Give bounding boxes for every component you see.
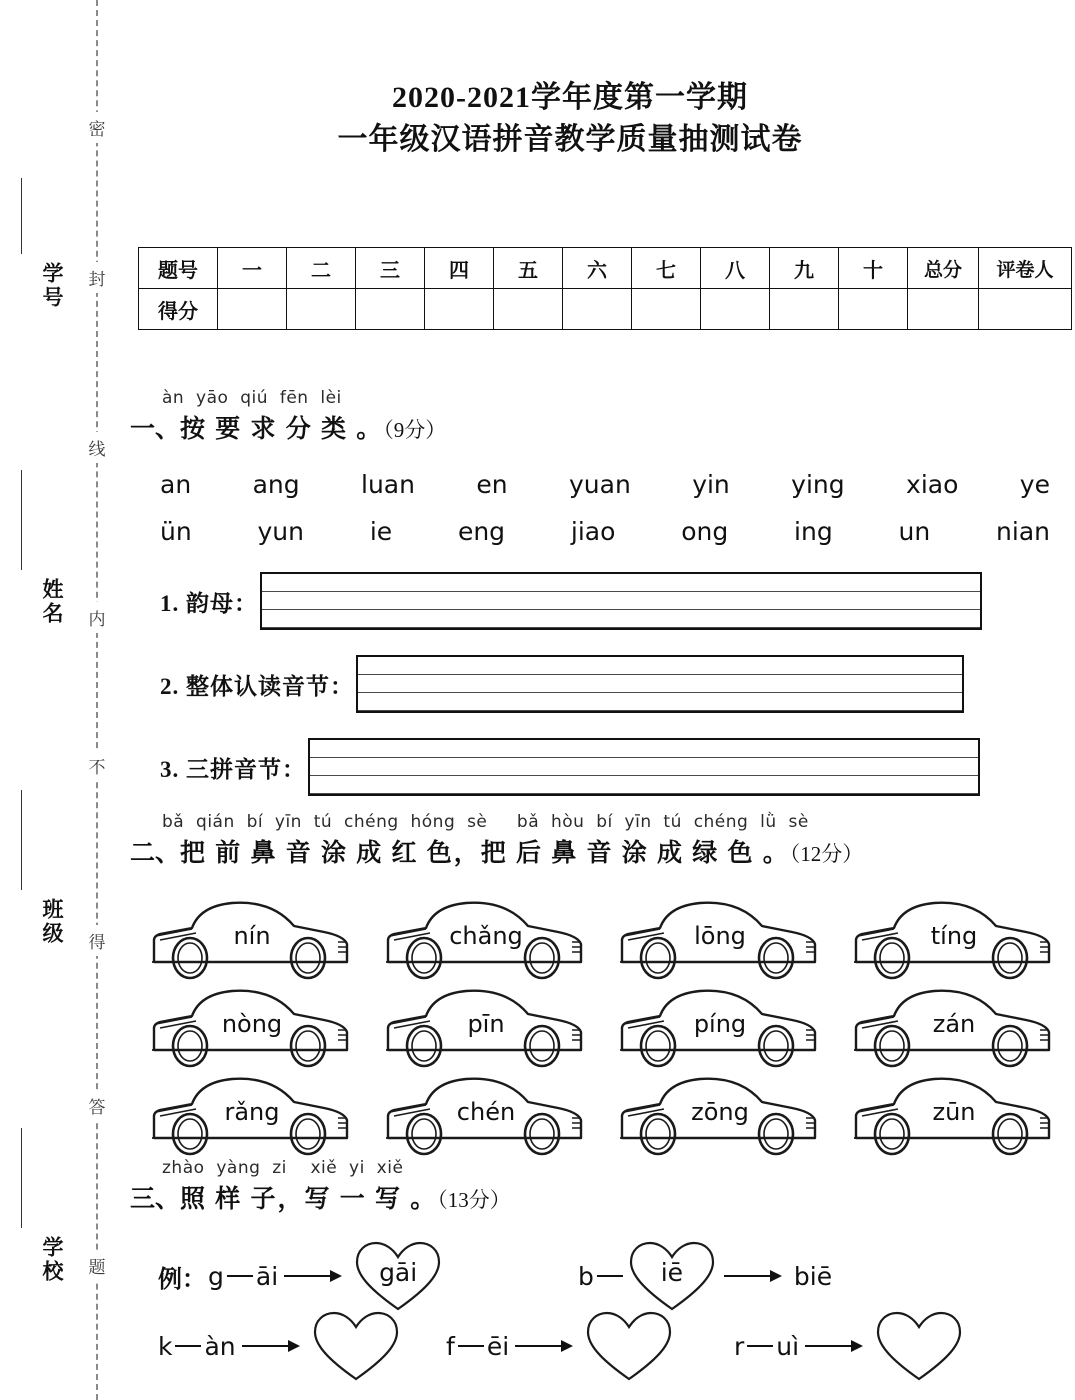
car-label: chǎng <box>449 922 523 950</box>
seal-char-4: 内 <box>84 602 110 633</box>
car-item[interactable] <box>148 1072 356 1156</box>
score-cell-grader[interactable] <box>979 289 1072 330</box>
car-item[interactable] <box>616 896 824 980</box>
grid-line <box>310 757 978 758</box>
score-cell-3[interactable] <box>356 289 425 330</box>
score-col-grader: 评卷人 <box>979 248 1072 289</box>
score-col-2: 二 <box>287 248 356 289</box>
bank-2-4: eng <box>457 517 506 546</box>
s2-py-6: chéng <box>344 812 399 832</box>
section-2-marker: 二、 <box>130 840 181 867</box>
bank-1-4: en <box>476 470 508 499</box>
field-name[interactable] <box>30 578 74 631</box>
s1-py-3: qiú <box>240 388 269 408</box>
score-cell-1[interactable] <box>218 289 287 330</box>
car-item[interactable] <box>850 984 1058 1068</box>
score-col-7: 七 <box>632 248 701 289</box>
student-id-rule <box>21 178 22 254</box>
writing-grid-finals[interactable] <box>260 572 982 630</box>
bank-1-8: xiao <box>906 470 959 499</box>
car-item[interactable] <box>616 984 824 1068</box>
section-1-heading <box>130 388 1050 445</box>
score-cell-8[interactable] <box>701 289 770 330</box>
connector-dash <box>227 1275 253 1277</box>
car-icon <box>382 984 590 1068</box>
heart-icon <box>310 1308 402 1384</box>
grid-line <box>358 710 962 711</box>
answer-item-three-part <box>160 738 980 796</box>
section-2-heading <box>130 812 1050 869</box>
arrow-icon <box>724 1270 786 1282</box>
bank-2-8: un <box>898 517 931 546</box>
car-label: nín <box>233 922 271 950</box>
score-table-header-row <box>139 248 1072 289</box>
car-label: pīn <box>467 1010 505 1038</box>
seal-char-8: 题 <box>84 1250 110 1281</box>
example-row <box>158 1238 1058 1314</box>
car-label: nòng <box>221 1010 283 1038</box>
bank-1-6: yin <box>692 470 730 499</box>
s3-py-4: xiě <box>310 1158 338 1178</box>
connector-dash <box>597 1275 623 1277</box>
section-1-title-row <box>130 409 1050 445</box>
car-item[interactable] <box>382 896 590 980</box>
field-student-id-label: 学号 <box>40 262 64 310</box>
bank-1-1: an <box>160 470 192 499</box>
bank-2-5: jiao <box>570 517 616 546</box>
exam-sheet <box>130 0 1075 1400</box>
seal-char-2: 封 <box>84 262 110 293</box>
grid-line <box>358 674 962 675</box>
field-name-label: 姓名 <box>40 578 64 626</box>
car-item[interactable] <box>148 896 356 980</box>
s1-py-4: fēn <box>279 388 309 408</box>
heart-icon <box>583 1308 675 1384</box>
section-1-title: 按 要 求 分 类 。 <box>180 416 384 443</box>
section-3-title-row <box>130 1179 1050 1215</box>
seal-char-6: 得 <box>84 925 110 956</box>
s3-py-5: yi <box>349 1158 365 1178</box>
section-2-title-row <box>130 833 1050 869</box>
section-3-practice-row <box>158 1308 1058 1384</box>
car-icon <box>616 984 824 1068</box>
section-2-points: （12分） <box>789 842 864 866</box>
heart-label: gāi <box>379 1258 418 1287</box>
car-icon <box>850 896 1058 980</box>
s3-py-3: zi <box>272 1158 287 1178</box>
field-school[interactable] <box>30 1236 74 1289</box>
bank-2-1: ün <box>160 517 192 546</box>
seal-char-5: 不 <box>84 750 110 781</box>
answer-label-three-part: 3. 三拼音节： <box>160 756 306 782</box>
practice-final: àn <box>204 1331 236 1361</box>
grid-line <box>310 775 978 776</box>
example-prefix: 例： <box>158 1266 206 1293</box>
car-icon <box>382 1072 590 1156</box>
s2-py-1: bǎ <box>162 812 185 832</box>
seal-char-7: 答 <box>84 1090 110 1121</box>
s2-py-15: lǜ <box>760 812 777 832</box>
car-icon <box>850 984 1058 1068</box>
section-3-heading <box>130 1158 1050 1215</box>
s3-py-1: zhào <box>162 1158 205 1178</box>
car-icon <box>382 896 590 980</box>
word-bank-row-2 <box>160 517 1050 546</box>
s2-py-12: yīn <box>624 812 652 832</box>
section-1-word-bank <box>160 470 1050 564</box>
score-cell-total[interactable] <box>908 289 979 330</box>
connector-dash <box>175 1345 201 1347</box>
heart-answer-box[interactable] <box>352 1238 444 1314</box>
practice-item-fei <box>446 1308 734 1384</box>
s2-py-7: hóng <box>410 812 456 832</box>
practice-final: ēi <box>486 1331 510 1361</box>
bank-2-3: ie <box>369 517 393 546</box>
section-3-points: （13分） <box>437 1188 511 1212</box>
field-school-label: 学校 <box>40 1236 64 1284</box>
car-icon <box>616 1072 824 1156</box>
score-col-6: 六 <box>563 248 632 289</box>
score-table-row-label-question: 题号 <box>139 248 218 289</box>
writing-grid-three-part[interactable] <box>308 738 980 796</box>
bank-2-6: ong <box>681 517 729 546</box>
score-col-5: 五 <box>494 248 563 289</box>
example-initial: g <box>208 1261 224 1291</box>
heart-icon <box>873 1308 965 1384</box>
car-item[interactable] <box>148 984 356 1068</box>
section-1-pinyin <box>162 388 1050 408</box>
s2-py-14: chéng <box>693 812 749 832</box>
answer-item-whole-syllables <box>160 655 964 713</box>
score-col-9: 九 <box>770 248 839 289</box>
score-cell-2[interactable] <box>287 289 356 330</box>
arrow-icon <box>805 1340 867 1352</box>
practice-initial: f <box>446 1331 455 1361</box>
score-cell-9[interactable] <box>770 289 839 330</box>
s2-py-10: hòu <box>550 812 585 832</box>
car-icon <box>850 1072 1058 1156</box>
practice-row <box>158 1308 1058 1384</box>
score-table-value-row <box>139 289 1072 330</box>
score-col-10: 十 <box>839 248 908 289</box>
car-label: rǎng <box>224 1098 280 1126</box>
practice-initial: r <box>734 1331 745 1361</box>
s2-py-9: bǎ <box>516 812 540 832</box>
section-3-example-row <box>158 1238 1058 1314</box>
bank-1-3: luan <box>361 470 415 499</box>
word-bank-row-1 <box>160 470 1050 499</box>
car-label: píng <box>693 1010 747 1038</box>
example-item-gai <box>158 1238 578 1314</box>
grid-line <box>310 793 978 794</box>
practice-item-rui <box>734 1308 965 1384</box>
s2-py-8: sè <box>467 812 488 832</box>
field-class-label: 班级 <box>40 898 64 946</box>
section-1-points: （9分） <box>383 418 447 442</box>
grid-line <box>262 591 980 592</box>
score-cell-5[interactable] <box>494 289 563 330</box>
writing-grid-whole-syllables[interactable] <box>356 655 964 713</box>
score-table-row-label-score: 得分 <box>139 289 218 330</box>
bank-1-7: ying <box>791 470 845 499</box>
heart-answer-box[interactable] <box>873 1308 965 1384</box>
car-label: zūn <box>932 1098 976 1126</box>
bank-2-2: yun <box>257 517 304 546</box>
car-label: zán <box>932 1010 976 1038</box>
car-label: lōng <box>694 922 746 950</box>
example-final: āi <box>255 1261 279 1291</box>
name-rule <box>21 470 22 570</box>
car-row-2 <box>148 984 1058 1068</box>
car-item[interactable] <box>850 1072 1058 1156</box>
heart-answer-box[interactable] <box>310 1308 402 1384</box>
s2-py-16: sè <box>788 812 809 832</box>
seal-char-3: 线 <box>84 432 110 463</box>
grid-line <box>262 627 980 628</box>
car-label: chén <box>456 1098 516 1126</box>
example-answer: biē <box>793 1261 833 1291</box>
field-class[interactable] <box>30 898 74 951</box>
heart-label: iē <box>660 1258 684 1287</box>
section-3-marker: 三、 <box>130 1186 181 1213</box>
heart-answer-box[interactable] <box>583 1308 675 1384</box>
class-rule <box>21 790 22 890</box>
bank-1-9: ye <box>1019 470 1050 499</box>
score-col-1: 一 <box>218 248 287 289</box>
s1-py-2: yāo <box>196 388 229 408</box>
score-table <box>138 247 1072 330</box>
car-row-3 <box>148 1072 1058 1156</box>
practice-item-kan <box>158 1308 446 1384</box>
title-academic-year: 2020-2021学年度第一学期 <box>392 81 748 114</box>
heart-answer-box[interactable] <box>626 1238 718 1314</box>
car-icon <box>148 1072 356 1156</box>
arrow-icon <box>515 1340 577 1352</box>
car-row-1 <box>148 896 1058 980</box>
score-col-total: 总分 <box>908 248 979 289</box>
seal-char-1: 密 <box>84 112 110 143</box>
answer-item-finals <box>160 572 982 630</box>
connector-dash <box>747 1345 773 1347</box>
section-1-marker: 一、 <box>130 416 181 443</box>
car-item[interactable] <box>616 1072 824 1156</box>
s2-py-11: bí <box>596 812 613 832</box>
score-col-3: 三 <box>356 248 425 289</box>
practice-final: uì <box>776 1331 800 1361</box>
section-2-pinyin <box>162 812 1050 832</box>
score-col-4: 四 <box>425 248 494 289</box>
sealing-dashed-line <box>96 0 98 1400</box>
example-item-bie <box>578 1238 832 1314</box>
s3-py-6: xiě <box>376 1158 404 1178</box>
s1-py-5: lèi <box>320 388 342 408</box>
car-item[interactable] <box>382 1072 590 1156</box>
score-cell-6[interactable] <box>563 289 632 330</box>
section-2-title: 把 前 鼻 音 涂 成 红 色，把 后 鼻 音 涂 成 绿 色 。 <box>180 840 790 867</box>
car-label: tíng <box>930 922 978 950</box>
score-cell-7[interactable] <box>632 289 701 330</box>
arrow-icon <box>242 1340 304 1352</box>
page-title <box>130 78 1010 162</box>
field-student-id[interactable] <box>30 262 74 315</box>
sealing-margin <box>0 0 130 1400</box>
s2-py-3: bí <box>246 812 264 832</box>
bank-2-9: nian <box>996 517 1050 546</box>
s2-py-4: yīn <box>274 812 302 832</box>
bank-1-5: yuan <box>568 470 631 499</box>
car-icon <box>148 984 356 1068</box>
s3-py-2: yàng <box>216 1158 261 1178</box>
car-grid <box>148 896 1058 1160</box>
practice-initial: k <box>158 1331 173 1361</box>
score-cell-10[interactable] <box>839 289 908 330</box>
title-paper-name: 一年级汉语拼音教学质量抽测试卷 <box>337 123 803 156</box>
answer-label-whole-syllables: 2. 整体认读音节： <box>160 673 354 699</box>
s1-py-1: àn <box>162 388 185 408</box>
car-item[interactable] <box>382 984 590 1068</box>
score-cell-4[interactable] <box>425 289 494 330</box>
s2-py-13: tú <box>663 812 682 832</box>
bank-1-2: ang <box>252 470 300 499</box>
example-initial: b <box>578 1261 594 1291</box>
s2-py-2: qián <box>196 812 235 832</box>
answer-label-finals: 1. 韵母： <box>160 590 258 616</box>
s2-py-5: tú <box>313 812 333 832</box>
car-icon <box>616 896 824 980</box>
grid-line <box>358 692 962 693</box>
arrow-icon <box>284 1270 346 1282</box>
score-col-8: 八 <box>701 248 770 289</box>
car-item[interactable] <box>850 896 1058 980</box>
bank-2-7: ing <box>794 517 833 546</box>
section-3-pinyin <box>162 1158 1050 1178</box>
grid-line <box>262 609 980 610</box>
car-icon <box>148 896 356 980</box>
car-label: zōng <box>691 1098 749 1126</box>
connector-dash <box>458 1345 484 1347</box>
school-rule <box>21 1128 22 1228</box>
section-3-title: 照 样 子，写 一 写 。 <box>180 1186 438 1213</box>
